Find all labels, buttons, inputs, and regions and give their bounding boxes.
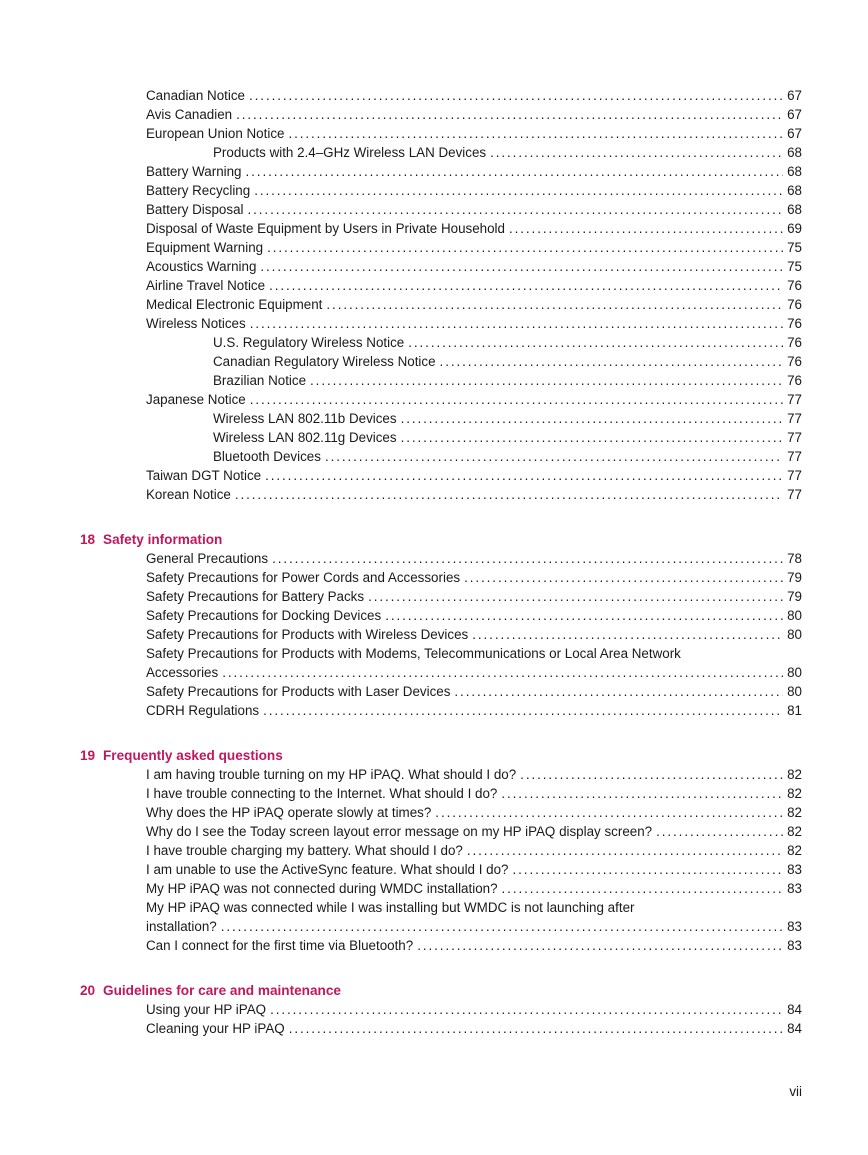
toc-entry-page-number[interactable]: 77: [787, 430, 802, 445]
toc-entry-page-number[interactable]: 76: [787, 297, 802, 312]
dot-leader: [248, 200, 784, 219]
chapter-title[interactable]: Safety information: [103, 532, 223, 547]
dot-leader: [472, 625, 783, 644]
toc-entry-title[interactable]: Disposal of Waste Equipment by Users in Private Household: [146, 221, 505, 236]
toc-entry-page-number[interactable]: 82: [787, 824, 802, 839]
dot-leader: [221, 917, 783, 936]
toc-entry-title[interactable]: Battery Recycling: [146, 183, 251, 198]
toc-entry-page-number[interactable]: 76: [787, 316, 802, 331]
chapter-heading[interactable]: [80, 746, 868, 765]
toc-entry-title[interactable]: Acoustics Warning: [146, 259, 257, 274]
dot-leader: [267, 238, 783, 257]
toc-entry-page-number[interactable]: 82: [787, 767, 802, 782]
dot-leader: [385, 606, 783, 625]
dot-leader: [250, 314, 783, 333]
toc-entry[interactable]: [146, 860, 802, 879]
toc-entry-title[interactable]: Products with 2.4–GHz Wireless LAN Devices: [213, 145, 487, 160]
toc-entry-page-number[interactable]: 77: [787, 487, 802, 502]
toc-entry-title[interactable]: Wireless Notices: [146, 316, 246, 331]
toc-entry[interactable]: [146, 181, 802, 200]
toc-entry-title[interactable]: Cleaning your HP iPAQ: [146, 1021, 285, 1036]
toc-entry-title[interactable]: Using your HP iPAQ: [146, 1002, 267, 1017]
toc-entry[interactable]: [213, 428, 802, 447]
toc-entry[interactable]: [146, 200, 802, 219]
toc-entry-title-line1[interactable]: Safety Precautions for Products with Modems, Telecommunications or Local Area Network: [146, 646, 681, 661]
toc-entry-page-number[interactable]: 75: [787, 259, 802, 274]
dot-leader: [509, 219, 783, 238]
dot-leader: [464, 568, 783, 587]
toc-entry-title[interactable]: Battery Warning: [146, 164, 242, 179]
toc-entry-page-number[interactable]: 82: [787, 805, 802, 820]
toc-entry-page-number[interactable]: 67: [787, 107, 802, 122]
toc-entry-title[interactable]: U.S. Regulatory Wireless Notice: [213, 335, 405, 350]
chapter-title[interactable]: Frequently asked questions: [103, 748, 283, 763]
toc-entry[interactable]: [146, 219, 802, 238]
chapter-title[interactable]: Guidelines for care and maintenance: [103, 983, 341, 998]
toc-entry-title[interactable]: My HP iPAQ was not connected during WMDC installation?: [146, 881, 498, 896]
toc-entry-page-number[interactable]: 82: [787, 786, 802, 801]
toc-entry[interactable]: [146, 124, 802, 143]
toc-entry-page-number[interactable]: 77: [787, 449, 802, 464]
dot-leader: [656, 822, 783, 841]
chapter-heading[interactable]: [80, 530, 868, 549]
dot-leader: [490, 143, 783, 162]
toc-entry[interactable]: [146, 390, 802, 409]
toc-entry-page-number[interactable]: 78: [787, 551, 802, 566]
dot-leader: [222, 663, 783, 682]
dot-leader: [272, 549, 783, 568]
toc-entry-title[interactable]: Safety Precautions for Docking Devices: [146, 608, 382, 623]
toc-entry-page-number[interactable]: 77: [787, 468, 802, 483]
toc-entry[interactable]: [146, 701, 802, 720]
toc-entry-title[interactable]: Why do I see the Today screen layout error message on my HP iPAQ display screen?: [146, 824, 653, 839]
toc-entry[interactable]: [146, 162, 802, 181]
toc-entry-title[interactable]: I am having trouble turning on my HP iPAQ. What should I do?: [146, 767, 517, 782]
chapter-heading[interactable]: [80, 981, 868, 1000]
toc-entry[interactable]: [146, 936, 802, 955]
toc-entry-multiline[interactable]: [146, 644, 802, 682]
toc-entry-page-number[interactable]: 67: [787, 88, 802, 103]
toc-entry[interactable]: [146, 276, 802, 295]
toc-entry[interactable]: [146, 295, 802, 314]
toc-entry-title[interactable]: Safety Precautions for Products with Laser Devices: [146, 684, 451, 699]
toc-entry-title[interactable]: installation?: [146, 919, 217, 934]
dot-leader: [401, 409, 784, 428]
toc-entry-page-number[interactable]: 84: [787, 1002, 802, 1017]
toc-entry[interactable]: [213, 409, 802, 428]
toc-entry[interactable]: [146, 485, 802, 504]
toc-entry-page-number[interactable]: 82: [787, 843, 802, 858]
toc-entry[interactable]: [213, 371, 802, 390]
toc-entry-page-number[interactable]: 69: [787, 221, 802, 236]
dot-leader: [246, 162, 784, 181]
toc-entry-page-number[interactable]: 77: [787, 392, 802, 407]
toc-entry-title[interactable]: I am unable to use the ActiveSync feature. What should I do?: [146, 862, 509, 877]
toc-entry-page-number[interactable]: 83: [787, 938, 802, 953]
dot-leader: [440, 352, 784, 371]
dot-leader: [467, 841, 783, 860]
toc-entry[interactable]: [146, 682, 802, 701]
dot-leader: [520, 765, 783, 784]
toc-entry-page-number[interactable]: 80: [787, 684, 802, 699]
dot-leader: [250, 390, 783, 409]
toc-entry-title[interactable]: I have trouble charging my battery. What should I do?: [146, 843, 463, 858]
toc-entry-page-number[interactable]: 76: [787, 354, 802, 369]
toc-entry-title[interactable]: Why does the HP iPAQ operate slowly at times?: [146, 805, 432, 820]
toc-entry[interactable]: [146, 568, 802, 587]
toc-entry[interactable]: [213, 447, 802, 466]
toc-entry-title[interactable]: Brazilian Notice: [213, 373, 307, 388]
toc-entry[interactable]: [146, 587, 802, 606]
dot-leader: [502, 879, 784, 898]
toc-entry[interactable]: [213, 352, 802, 371]
toc-entry-page-number[interactable]: 68: [787, 145, 802, 160]
toc-entry[interactable]: [146, 879, 802, 898]
dot-leader: [249, 86, 783, 105]
toc-entry-page-number[interactable]: 81: [787, 703, 802, 718]
dot-leader: [501, 784, 783, 803]
toc-entry-page-number[interactable]: 76: [787, 335, 802, 350]
dot-leader: [325, 447, 783, 466]
toc-entry[interactable]: [146, 625, 802, 644]
toc-entry[interactable]: [146, 1000, 802, 1019]
toc-entry[interactable]: [146, 841, 802, 860]
toc-entry-title[interactable]: Safety Precautions for Battery Packs: [146, 589, 365, 604]
toc-entry-title[interactable]: Accessories: [146, 665, 219, 680]
dot-leader: [269, 276, 783, 295]
toc-entry-title-line1[interactable]: My HP iPAQ was connected while I was installing but WMDC is not launching after: [146, 900, 635, 915]
dot-leader: [260, 257, 783, 276]
toc-entry-page-number[interactable]: 68: [787, 202, 802, 217]
dot-leader: [513, 860, 784, 879]
toc-entry[interactable]: [146, 784, 802, 803]
dot-leader: [265, 466, 783, 485]
toc-entry-title[interactable]: Bluetooth Devices: [213, 449, 321, 464]
toc-entry-title[interactable]: Avis Canadien: [146, 107, 233, 122]
dot-leader: [368, 587, 783, 606]
chapter-number: 19: [80, 748, 96, 763]
toc-entry-title[interactable]: Medical Electronic Equipment: [146, 297, 323, 312]
toc-entry[interactable]: [146, 86, 802, 105]
toc-entry-page-number[interactable]: 79: [787, 570, 802, 585]
toc-entry-title[interactable]: I have trouble connecting to the Internet. What should I do?: [146, 786, 498, 801]
dot-leader: [288, 124, 783, 143]
toc-entry[interactable]: [146, 765, 802, 784]
chapter-number: 20: [80, 983, 96, 998]
toc-entry-title[interactable]: Safety Precautions for Products with Wireless Devices: [146, 627, 469, 642]
toc-entry-title[interactable]: Can I connect for the first time via Bluetooth?: [146, 938, 414, 953]
dot-leader: [235, 485, 783, 504]
table-of-contents: [0, 86, 868, 1038]
toc-entry[interactable]: [146, 822, 802, 841]
dot-leader: [263, 701, 783, 720]
toc-entry[interactable]: [213, 333, 802, 352]
toc-entry-title[interactable]: Canadian Regulatory Wireless Notice: [213, 354, 436, 369]
toc-entry[interactable]: [146, 257, 802, 276]
toc-entry-title[interactable]: Airline Travel Notice: [146, 278, 266, 293]
toc-entry[interactable]: [146, 606, 802, 625]
toc-entry[interactable]: [146, 549, 802, 568]
toc-entry-title[interactable]: Safety Precautions for Power Cords and Accessories: [146, 570, 461, 585]
toc-entry[interactable]: [146, 314, 802, 333]
toc-entry-title[interactable]: Battery Disposal: [146, 202, 244, 217]
toc-entry-page-number[interactable]: 80: [787, 627, 802, 642]
toc-entry-page-number[interactable]: 77: [787, 411, 802, 426]
toc-entry-title[interactable]: European Union Notice: [146, 126, 285, 141]
toc-entry-page-number[interactable]: 83: [787, 881, 802, 896]
toc-entry-page-number[interactable]: 83: [787, 862, 802, 877]
toc-entry-title[interactable]: Equipment Warning: [146, 240, 264, 255]
toc-entry-page-number[interactable]: 79: [787, 589, 802, 604]
dot-leader: [417, 936, 783, 955]
toc-entry-title[interactable]: Wireless LAN 802.11g Devices: [213, 430, 397, 445]
toc-entry[interactable]: [146, 803, 802, 822]
toc-entry-page-number[interactable]: 76: [787, 373, 802, 388]
dot-leader: [401, 428, 784, 447]
page-number: vii: [789, 1084, 802, 1099]
toc-entry-title[interactable]: Taiwan DGT Notice: [146, 468, 262, 483]
toc-entry[interactable]: [213, 143, 802, 162]
toc-entry-title[interactable]: Canadian Notice: [146, 88, 246, 103]
toc-entry[interactable]: [146, 917, 802, 936]
dot-leader: [236, 105, 783, 124]
toc-entry-title[interactable]: Korean Notice: [146, 487, 231, 502]
dot-leader: [454, 682, 783, 701]
toc-entry-page-number[interactable]: 76: [787, 278, 802, 293]
toc-entry-page-number[interactable]: 68: [787, 183, 802, 198]
toc-entry-title[interactable]: General Precautions: [146, 551, 269, 566]
toc-entry-multiline[interactable]: [146, 898, 802, 936]
toc-entry[interactable]: [146, 238, 802, 257]
dot-leader: [270, 1000, 783, 1019]
dot-leader: [435, 803, 783, 822]
toc-entry-page-number[interactable]: 75: [787, 240, 802, 255]
dot-leader: [254, 181, 783, 200]
dot-leader: [310, 371, 783, 390]
toc-entry-title[interactable]: Japanese Notice: [146, 392, 246, 407]
dot-leader: [408, 333, 783, 352]
toc-entry-page-number[interactable]: 80: [787, 608, 802, 623]
toc-entry-page-number[interactable]: 67: [787, 126, 802, 141]
toc-entry-page-number[interactable]: 83: [787, 919, 802, 934]
dot-leader: [326, 295, 783, 314]
toc-entry[interactable]: [146, 105, 802, 124]
toc-entry-page-number[interactable]: 84: [787, 1021, 802, 1036]
toc-entry[interactable]: [146, 663, 802, 682]
dot-leader: [289, 1019, 783, 1038]
toc-entry-page-number[interactable]: 80: [787, 665, 802, 680]
chapter-number: 18: [80, 532, 96, 547]
toc-entry[interactable]: [146, 1019, 802, 1038]
toc-entry-title[interactable]: Wireless LAN 802.11b Devices: [213, 411, 397, 426]
toc-entry-title[interactable]: CDRH Regulations: [146, 703, 260, 718]
toc-entry[interactable]: [146, 466, 802, 485]
toc-entry-page-number[interactable]: 68: [787, 164, 802, 179]
